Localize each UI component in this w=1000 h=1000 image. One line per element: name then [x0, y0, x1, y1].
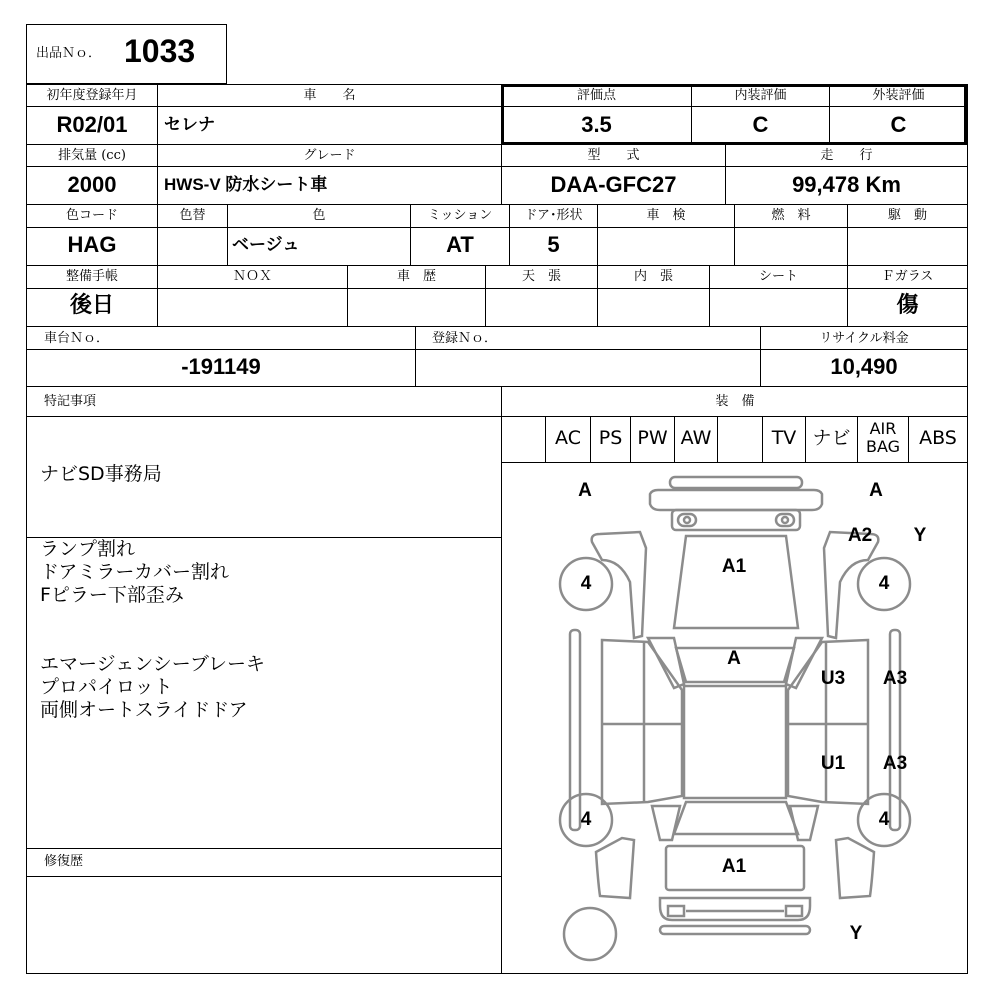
vehicle-history-label: 車 歴: [396, 269, 436, 284]
divider: [26, 326, 968, 327]
interior-trim-value: [598, 291, 709, 321]
note-line-1: ナビSD事務局: [40, 463, 162, 485]
lot-number: 1033: [124, 33, 196, 69]
divider: [26, 349, 968, 350]
nox-value: [158, 291, 347, 321]
color-label: 色: [312, 208, 326, 223]
divider: [26, 848, 502, 849]
exterior-rating-label: 外装評価: [872, 88, 925, 103]
damage-mark-right-fender: A2: [847, 525, 873, 546]
damage-mark-right-rear-rail: A3: [882, 753, 908, 774]
score-label: 評価点: [576, 88, 616, 103]
equipment-item-blank: [502, 416, 545, 460]
maintenance-book-value: 後日: [69, 293, 114, 318]
repair-history-label: 修復歴: [44, 854, 84, 869]
divider: [26, 876, 502, 877]
first-registration-label: 初年度登録年月: [46, 88, 138, 103]
equipment-label: 装 備: [715, 394, 755, 409]
color-code-value: HAG: [67, 232, 117, 257]
seat-value: [710, 291, 847, 321]
ceiling-value: [486, 291, 597, 321]
equipment-item-abs: ABS: [919, 427, 957, 449]
color-value: ベージュ: [232, 235, 300, 254]
tire-tread-front-right: 4: [878, 573, 890, 594]
displacement-label: 排気量 (cc): [58, 148, 126, 163]
repaint-value: [158, 230, 227, 260]
equipment-item-ac: AC: [555, 427, 581, 449]
fuel-label: 燃 料: [771, 208, 811, 223]
equipment-item-aw: AW: [680, 427, 712, 449]
equipment-item-pw: PW: [637, 427, 668, 449]
color-code-label: 色コード: [65, 208, 118, 223]
door-value: 5: [547, 232, 560, 257]
equipment-item-ps: PS: [598, 427, 623, 449]
fuel-value: [735, 230, 847, 260]
exterior-rating-value: C: [890, 112, 907, 137]
tire-tread-rear-left: 4: [580, 809, 592, 830]
inspection-value: [598, 230, 734, 260]
equipment-item-navi: ナビ: [812, 427, 851, 449]
equipment-item-tv: TV: [771, 427, 797, 449]
lot-number-label: 出品Ｎｏ．: [36, 46, 102, 61]
seat-label: シート: [758, 269, 798, 284]
damage-mark-right-fender-y: Y: [913, 525, 927, 546]
equipment-item-blank-2: [718, 416, 762, 460]
divider: [26, 265, 968, 266]
repaint-label: 色替: [179, 208, 206, 223]
front-glass-label: Ｆガラス: [881, 269, 934, 284]
damage-mark-rear-bumper: Y: [849, 923, 863, 944]
damage-mark-front-right: A: [869, 480, 883, 501]
door-label: ドア･形状: [524, 208, 583, 223]
score-value: 3.5: [581, 112, 612, 137]
car-name-label: 車 名: [303, 88, 356, 103]
ceiling-label: 天 張: [521, 269, 561, 284]
damage-mark-windshield: A: [727, 648, 741, 669]
nox-label: ＮＯＸ: [232, 269, 272, 284]
front-glass-value: 傷: [896, 293, 919, 318]
note-block-2: ランプ割れ ドアミラーカバー割れ Fピラー下部歪み: [40, 538, 230, 606]
mileage-value: 99,478 Km: [792, 172, 901, 197]
damage-mark-right-front-door: U3: [820, 668, 846, 689]
mission-label: ミッション: [427, 208, 493, 223]
drive-label: 駆 動: [887, 208, 927, 223]
interior-trim-label: 内 張: [633, 269, 673, 284]
tire-tread-rear-right: 4: [878, 809, 890, 830]
divider: [26, 227, 968, 228]
damage-mark-front-left: A: [578, 480, 592, 501]
damage-mark-right-rear-door: U1: [820, 753, 846, 774]
maintenance-book-label: 整備手帳: [65, 269, 118, 284]
tire-tread-front-left: 4: [580, 573, 592, 594]
chassis-number-label: 車台Ｎｏ．: [44, 331, 110, 346]
displacement-value: 2000: [67, 172, 117, 197]
damage-mark-right-front-rail: A3: [882, 668, 908, 689]
mission-value: AT: [446, 232, 474, 257]
mileage-label: 走 行: [820, 148, 873, 163]
recycle-fee-value: 10,490: [830, 354, 898, 379]
model-label: 型 式: [587, 148, 640, 163]
interior-rating-label: 内装評価: [734, 88, 787, 103]
divider: [26, 204, 968, 205]
grade-value: HWS-V 防水シート車: [164, 175, 328, 194]
divider: [26, 288, 968, 289]
inspection-label: 車 検: [646, 208, 686, 223]
interior-rating-value: C: [752, 112, 769, 137]
note-block-3: エマージェンシーブレーキ プロパイロット 両側オートスライドドア: [40, 653, 266, 721]
registration-number-value: [416, 352, 760, 382]
damage-mark-hood: A1: [721, 556, 747, 577]
chassis-number-value: -191149: [181, 354, 261, 379]
damage-mark-tailgate: A1: [721, 856, 747, 877]
first-registration-value: R02/01: [56, 112, 128, 137]
notes-label: 特記事項: [44, 394, 97, 409]
divider: [26, 166, 968, 167]
car-name-value: セレナ: [164, 115, 215, 134]
grade-label: グレード: [303, 148, 356, 163]
model-value: DAA-GFC27: [550, 172, 677, 197]
equipment-item-airbag: AIR BAG: [865, 419, 901, 456]
vehicle-history-value: [348, 291, 485, 321]
recycle-fee-label: リサイクル料金: [819, 331, 909, 346]
drive-value: [848, 230, 967, 260]
car-damage-diagram: [502, 462, 968, 974]
registration-number-label: 登録Ｎｏ．: [432, 331, 498, 346]
divider: [26, 386, 968, 387]
